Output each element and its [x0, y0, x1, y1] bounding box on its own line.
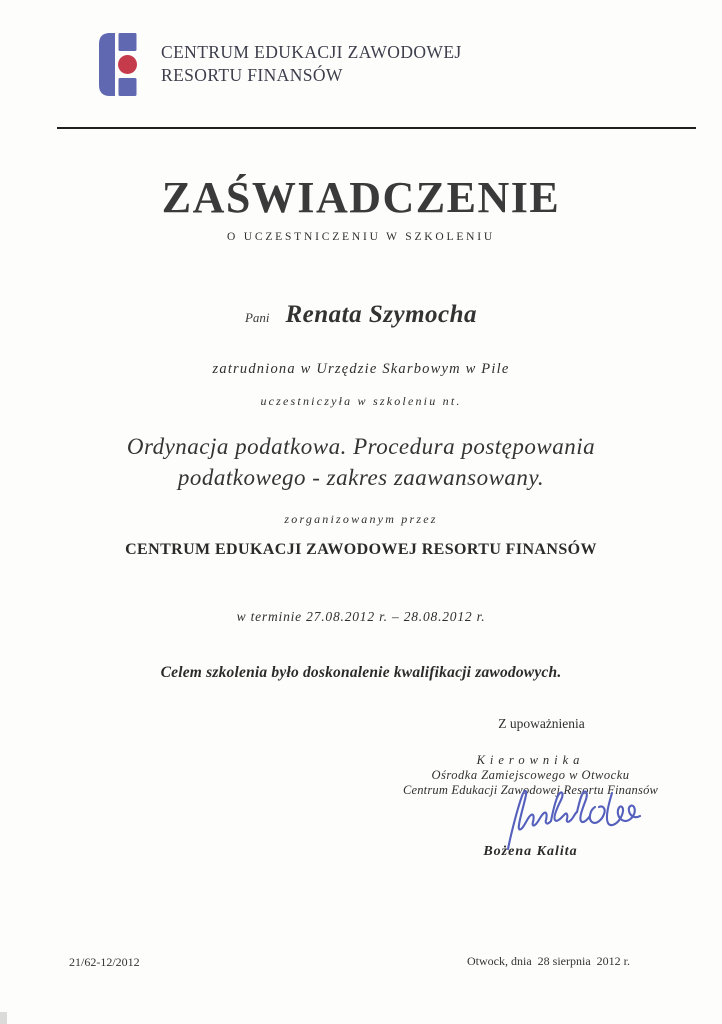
training-purpose: Celem szkolenia było doskonalenie kwalifikacji zawodowych.	[160, 664, 562, 681]
salutation: Pani	[244, 310, 270, 325]
authorization-label: Z upoważnienia	[498, 716, 585, 731]
handwritten-signature	[494, 786, 646, 852]
signer-name: Bożena Kalita	[483, 844, 578, 859]
course-title	[0, 431, 722, 493]
employment-line: zatrudniona w Urzędzie Skarbowym w Pile	[212, 361, 510, 377]
scan-artifact	[0, 1012, 7, 1024]
participation-line: uczestniczyła w szkoleniu nt.	[260, 394, 462, 408]
organized-by-line: zorganizowanym przez	[284, 512, 438, 526]
organizer-name: CENTRUM EDUKACJI ZAWODOWEJ RESORTU FINANSÓW	[125, 541, 597, 558]
certificate-subtitle: O UCZESTNICZENIU W SZKOLENIU	[226, 231, 496, 243]
recipient-row	[0, 301, 722, 329]
signer-title-line2: Ośrodka Zamiejscowego w Otwocku	[431, 768, 630, 782]
course-title-line1: Ordynacja podatkowa. Procedura postępowania	[126, 434, 596, 459]
training-date-range: w terminie 27.08.2012 r. – 28.08.2012 r.	[236, 609, 486, 624]
org-name-line2: RESORTU FINANSÓW	[161, 65, 343, 85]
reference-number: 21/62-12/2012	[69, 955, 140, 969]
course-title-line2: podatkowego - zakres zaawansowany.	[177, 465, 545, 490]
signature-block	[388, 716, 673, 860]
place-and-date: Otwock, dnia 28 sierpnia 2012 r.	[467, 954, 630, 968]
signer-title-line3: Centrum Edukacji Zawodowej Resortu Finansów	[402, 783, 659, 797]
header-divider	[57, 127, 696, 129]
cezrf-logo-icon	[99, 33, 146, 96]
org-name-line1: CENTRUM EDUKACJI ZAWODOWEJ	[161, 42, 462, 62]
header	[99, 33, 462, 96]
org-name	[161, 33, 462, 87]
recipient-name: Renata Szymocha	[285, 301, 478, 328]
certificate-title: ZAŚWIADCZENIE	[161, 173, 561, 222]
signer-title-line1: Kierownika	[476, 753, 585, 767]
